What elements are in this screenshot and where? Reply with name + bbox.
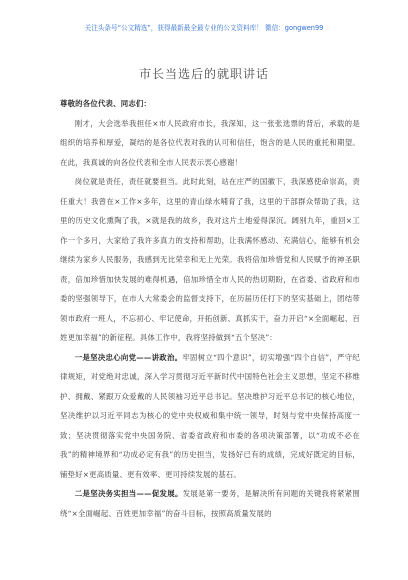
document-body: [60, 94, 360, 523]
paragraph-3: [60, 348, 360, 485]
paragraph-1: [60, 114, 360, 173]
paragraph-text: 发展是第一要务，是解决所有问题的关键我将紧紧围绕“×全面崛起、百姓更加幸福”的奋斗目标，按照高质量发展的: [60, 489, 360, 518]
section-heading: 一是坚决忠心向党——讲政治。: [74, 352, 183, 362]
section-heading: 二是坚决务实担当——促发展。: [74, 489, 183, 498]
paragraph-text: 牢固树立“四个意识”，切实增强“四个自信”，严守纪律规矩，对党绝对忠诚，深入学习贯彻习近平新时代中国特色社会主义思想，坚定不移维护、拥戴、紧跟万众爱戴的人民领袖习近平总书记。坚决维护习近平总书记的核心地位，坚决维护以习近平同志为核心的党中央权威和集中统一领导，时刻与党中央保持高度一致；坚决贯彻落实党中央国务院、省委省政府和市委的各项决策部署，以“功成不必在我”的精神境界和“功成必定有我”的历史担当，发扬好已有的成绩，完成好既定的目标，铺垫好×更高质量、更有效率、更可持续发展的基石。: [60, 352, 360, 479]
paragraph-text: 刚才，大会选举我担任×市人民政府市长，我深知，这一张张选票的背后，承载的是组织的培养和厚爱，凝结的是各位代表对我的认可和信任，饱含的是人民的重托和期望。在此，我真诚的向各位代表和全市人民表示衷心感谢！: [60, 118, 360, 167]
paragraph-2: [60, 172, 360, 348]
salutation: 尊敬的各位代表、同志们：: [60, 99, 152, 108]
paragraph-text: 岗位就是责任，责任就要担当。此时此刻，站在庄严的国徽下，我深感使命崇高，责任重大！我曾在×工作×多年，这里的青山绿水哺育了我，这里的干部群众帮助了我，这里的历史文化熏陶了我，×就是我的故乡，我对这片土地爱得深沉。阔别九年，重回×工作一个多月，大家给了我许多真力的支持和帮助，让我满怀感动、充满信心，能够有机会继续为家乡人民服务，我感到无比荣幸和无上光荣。我将倍加珍惜党和人民赋予的神圣职责，倍加珍惜加快发展的难得机遇，倍加珍惜全市人民的热切期盼，在省委、省政府和市委的坚强领导下，在市人大常委会的监督支持下，在历届历任打下的坚实基础上，团结带领市政府一班人，不忘初心、牢记使命，开拓创新、真抓实干，奋力开启“×全面崛起、百姓更加幸福”的新征程。具体工作中，我将坚持做到“五个坚决”：: [60, 177, 360, 342]
paragraph-4: [60, 484, 360, 523]
promo-banner: 关注头条号“公文精选”，获得最新最全最专业的公文资料库！ 微信：gongwen99: [84, 24, 324, 32]
document-title: 市长当选后的就职讲话: [138, 67, 269, 81]
